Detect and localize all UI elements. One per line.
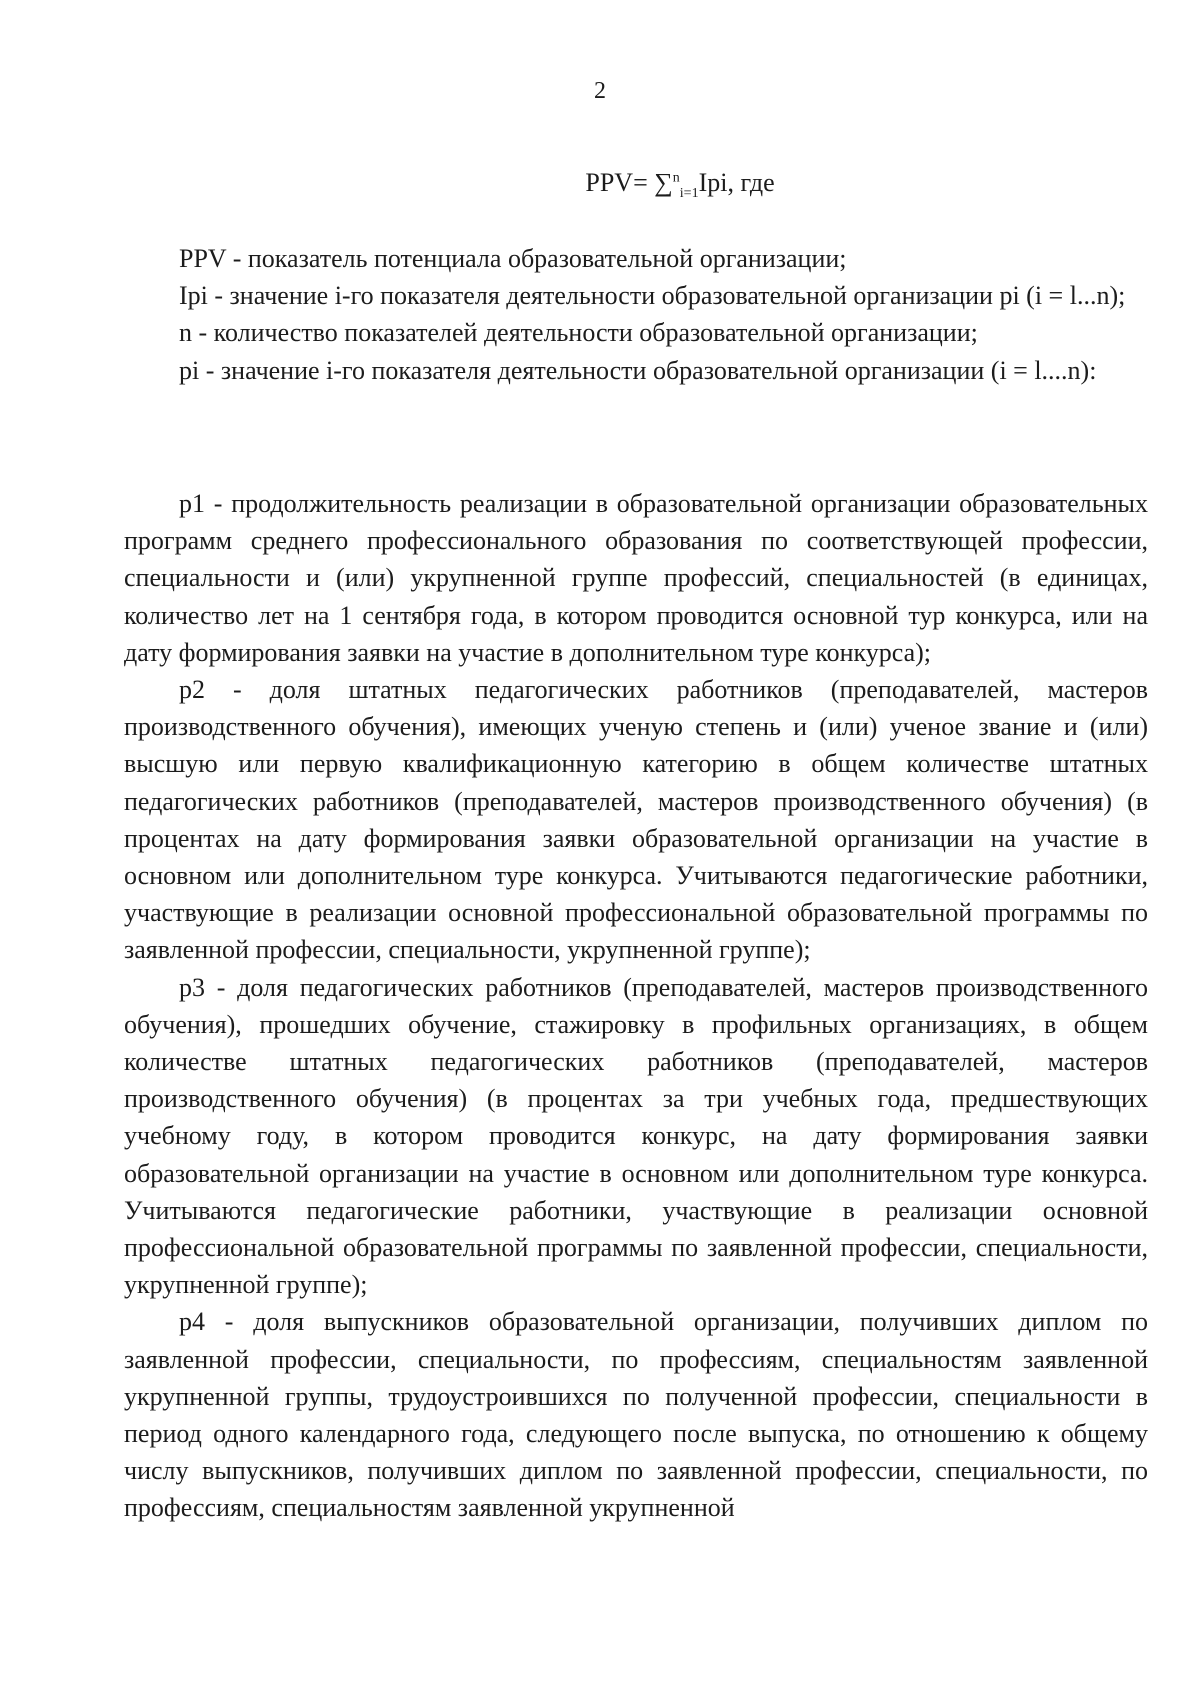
definition-ppv: PPV - показатель потенциала образовательной организации; bbox=[179, 244, 847, 273]
formula-lhs: PPV bbox=[585, 168, 634, 197]
formula-upper-limit: n bbox=[672, 170, 680, 186]
definitions-block bbox=[124, 240, 1148, 389]
formula-equals: = bbox=[633, 168, 655, 197]
definition-pi: pi - значение i-го показателя деятельности образовательной организации (i = l....n): bbox=[179, 355, 1097, 385]
formula-sum-symbol: ∑ bbox=[654, 168, 673, 197]
formula bbox=[0, 168, 1200, 202]
formula-term: Ipi, где bbox=[698, 168, 775, 197]
indicator-p1: p1 - продолжительность реализации в образовательной организации образовательных программ среднего профессионального образования по соответствующей профессии, специальности и (или) укрупненной группе профессий, специальностей (в единицах, количество лет на 1 сентября года, в котором проводится основной тур конкурса, или на дату формирования заявки на участие в дополнительном туре конкурса); bbox=[124, 489, 1148, 667]
indicator-p3: p3 - доля педагогических работников (преподавателей, мастеров производственного обучения), прошедших обучение, стажировку в профильных организациях, в общем количестве штатных педагогических работников (преподавателей, мастеров производственного обучения) (в процентах за три учебных года, предшествующих учебному году, в котором проводится конкурс, на дату формирования заявки образовательной организации на участие в основном или дополнительном туре конкурса. Учитываются педагогические работники, участвующие в реализации основной профессиональной образовательной программы по заявленной профессии, специальности, укрупненной группе); bbox=[124, 972, 1148, 1300]
page-number: 2 bbox=[594, 78, 606, 104]
indicator-p4: p4 - доля выпускников образовательной организации, получивших диплом по заявленной профессии, специальности, по профессиям, специальностям заявленной укрупненной группы, трудоустроившихся по полученной профессии, специальности в период одного календарного года, следующего после выпуска, по отношению к общему числу выпускников, получивших диплом по заявленной профессии, специальности, по профессиям, специальностям заявленной укрупненной bbox=[124, 1307, 1148, 1523]
definition-ipi: Ipi - значение i-го показателя деятельности образовательной организации pi (i = l...n); bbox=[179, 281, 1126, 311]
formula-lower-limit: i=1 bbox=[679, 186, 699, 202]
indicator-p2: p2 - доля штатных педагогических работников (преподавателей, мастеров производственного обучения), имеющих ученую степень и (или) ученое звание и (или) высшую или первую квалификационную категорию в общем количестве штатных педагогических работников (преподавателей, мастеров производственного обучения) (в процентах на дату формирования заявки образовательной организации на участие в основном или дополнительном туре конкурса. Учитываются педагогические работники, участвующие в реализации основной профессиональной образовательной программы по заявленной профессии, специальности, укрупненной группе); bbox=[124, 675, 1148, 965]
definition-n: n - количество показателей деятельности образовательной организации; bbox=[179, 318, 978, 348]
indicators-block bbox=[124, 485, 1148, 1527]
